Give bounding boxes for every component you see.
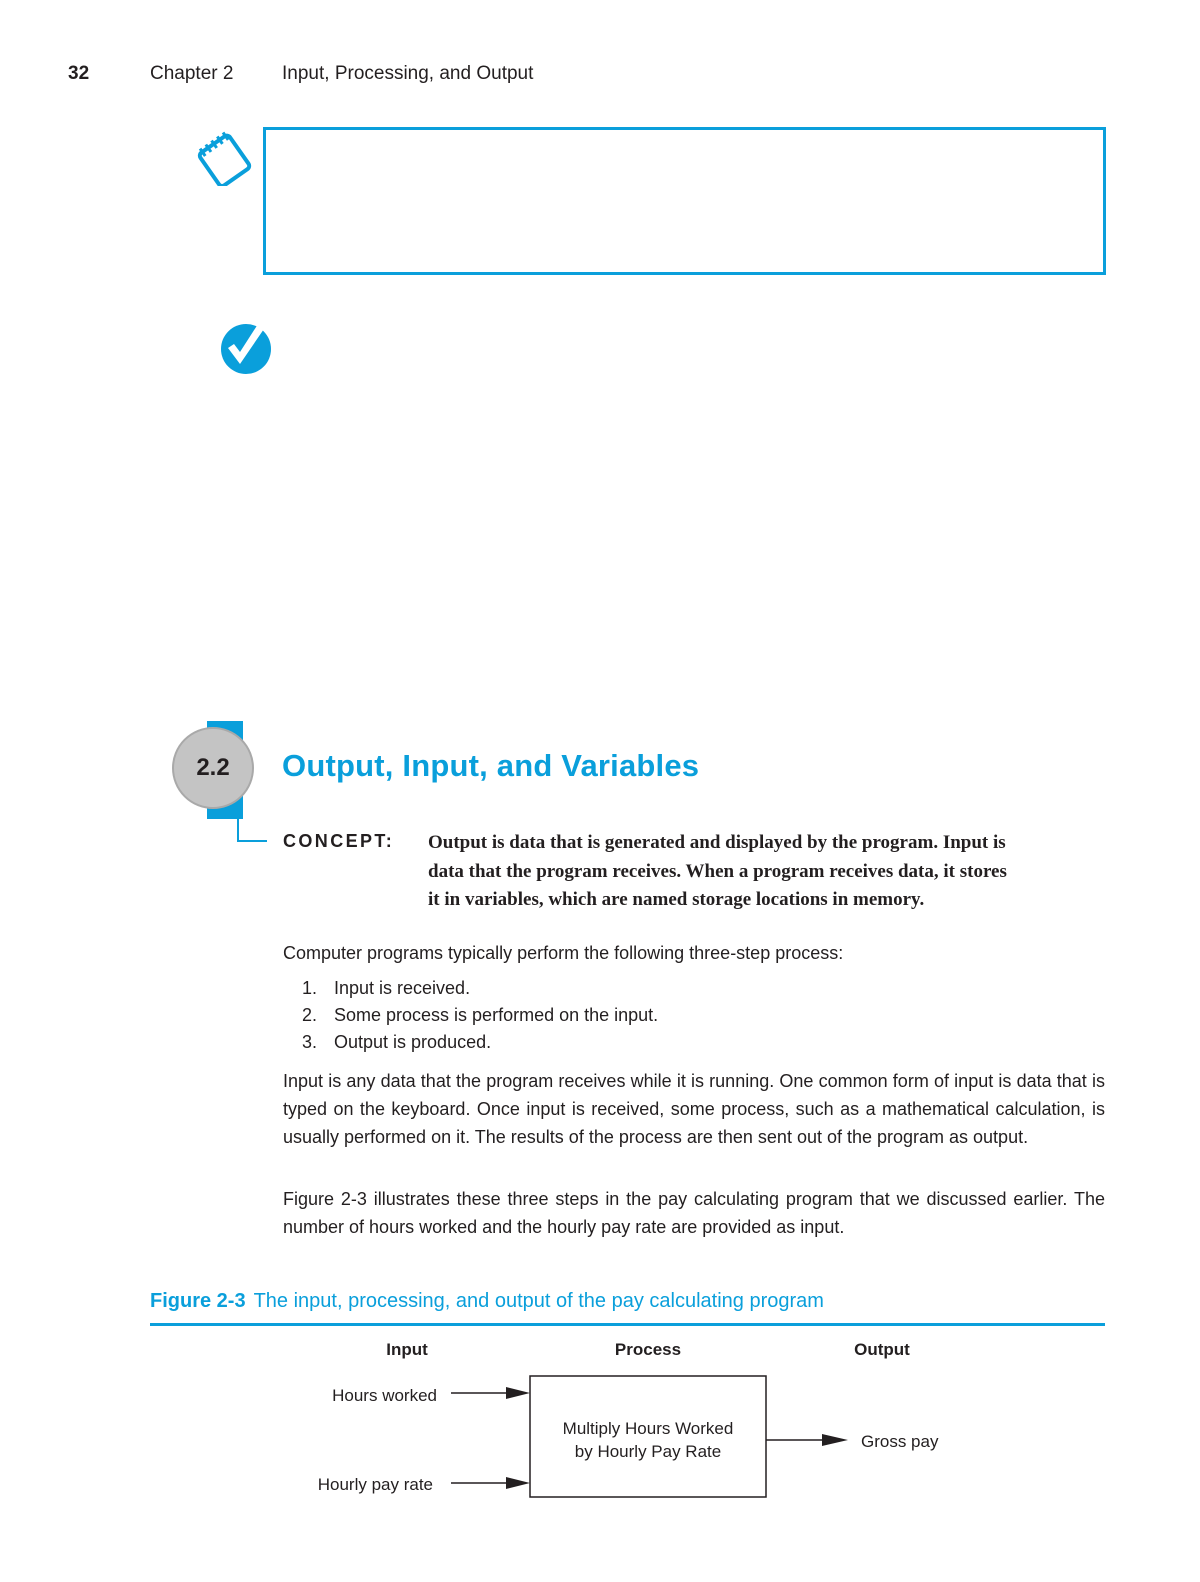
page-number: 32 [68, 63, 90, 84]
list-item [302, 975, 658, 1002]
paragraph-input: Input is any data that the program receives while it is running. One common form of input is data that is typed on the keyboard. Once input is received, some process, such as a mathematical calculation, is usually performed on it. The results of the process are then sent out of the program as output. [283, 1071, 1105, 1147]
input-rate-label: Hourly pay rate [317, 1475, 433, 1494]
checkmark-icon [218, 318, 276, 376]
concept-text [428, 829, 1108, 915]
process-text-line2: by Hourly Pay Rate [574, 1442, 722, 1461]
figure-caption-text: The input, processing, and output of the pay calculating program [253, 1290, 824, 1312]
section-number [172, 727, 254, 809]
concept-line: it in variables, which are named storage locations in memory. [428, 889, 925, 910]
output-gross-pay-label: Gross pay [861, 1432, 939, 1451]
column-output-label: Output [854, 1340, 910, 1359]
step-text: Output is produced. [334, 1032, 492, 1052]
step-number: 1. [302, 978, 318, 998]
step-number: 3. [302, 1032, 318, 1052]
chapter-title: Input, Processing, and Output [282, 63, 534, 84]
note-box [263, 127, 1106, 275]
arrow-hours-head [506, 1387, 530, 1399]
step-number: 2. [302, 1005, 318, 1025]
input-hours-label: Hours worked [332, 1386, 437, 1405]
step-text: Some process is performed on the input. [334, 1005, 659, 1025]
list-item [302, 1029, 658, 1056]
section-bracket [237, 806, 267, 842]
intro-text: Computer programs typically perform the following three-step process: [283, 943, 844, 963]
step-text: Input is received. [334, 978, 471, 998]
notepad-icon [196, 126, 254, 186]
arrow-output-head [822, 1434, 848, 1446]
column-process-label: Process [614, 1340, 682, 1359]
figure-caption [150, 1290, 824, 1313]
column-input-label: Input [386, 1340, 428, 1359]
figure-label: Figure 2-3 [150, 1290, 246, 1312]
process-text-line1: Multiply Hours Worked [562, 1419, 734, 1438]
figure-rule [150, 1323, 1105, 1326]
arrow-rate-head [506, 1477, 530, 1489]
concept-label: CONCEPT: [283, 831, 395, 851]
section-number-text: 2.2 [196, 754, 230, 781]
section-title: Output, Input, and Variables [282, 748, 700, 783]
steps-list [302, 975, 658, 1056]
paragraph-figure-ref: Figure 2-3 illustrates these three steps in the pay calculating program that we discussed earlier. The number of hours worked and the hourly pay rate are provided as input. [283, 1189, 1105, 1237]
process-box [530, 1376, 766, 1497]
list-item [302, 1002, 658, 1029]
chapter-label: Chapter 2 [150, 63, 234, 84]
concept-line: data that the program receives. When a program receives data, it stores [428, 860, 1007, 882]
concept-line: Output is data that is generated and displayed by the program. Input is [428, 832, 1006, 853]
